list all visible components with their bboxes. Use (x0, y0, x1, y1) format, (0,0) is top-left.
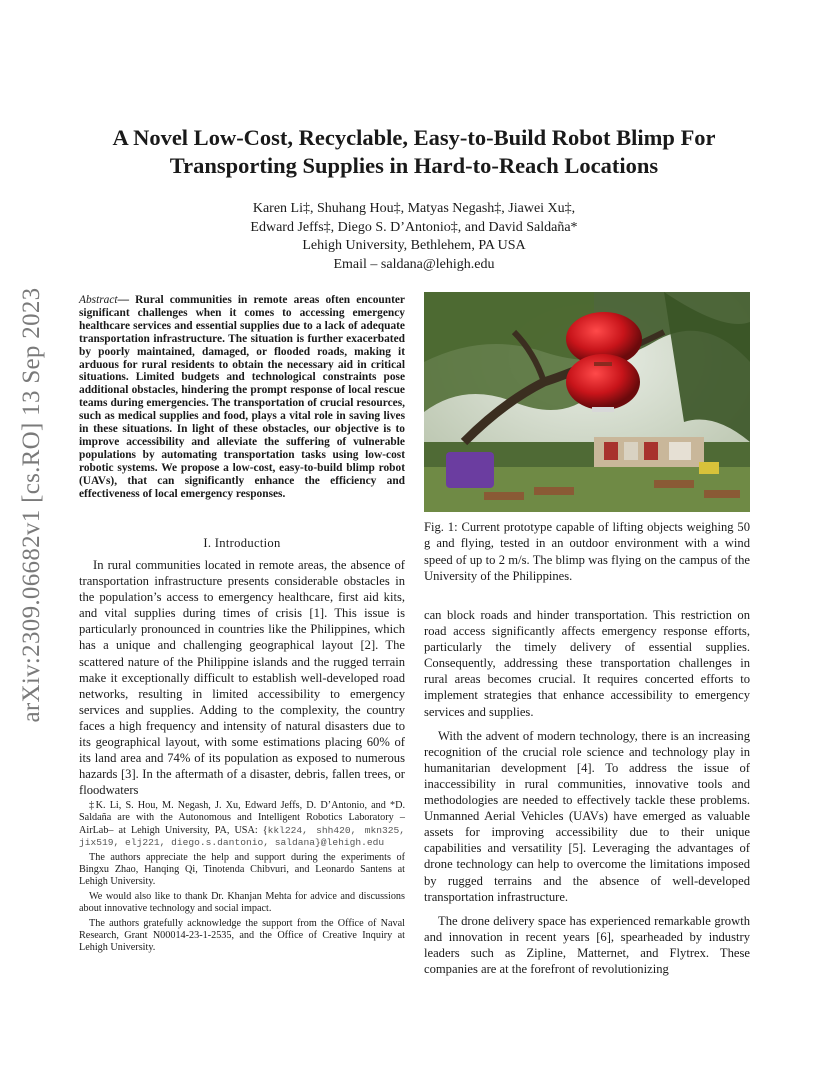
authors-line-2: Edward Jeffs‡, Diego S. D’Antonio‡, and David Saldaña* (250, 219, 578, 235)
arxiv-identifier: arXiv:2309.06682v1 [cs.RO] 13 Sep 2023 (18, 287, 45, 723)
abstract (79, 294, 405, 501)
footnote-affiliations (79, 800, 405, 850)
contact-email: Email – saldana@lehigh.edu (333, 256, 495, 272)
footnote-affiliations-text: ‡K. Li, S. Hou, M. Negash, J. Xu, Edward Jeffs, D. D’Antonio, and *D. Saldaña are with the Autonomous and Intelligent Robotics Laboratory –AirLab– at Lehigh University, PA, USA: { (79, 800, 405, 836)
figure-blimp-photo (424, 292, 750, 512)
abstract-text: — Rural communities in remote areas often encounter significant challenges when it comes to accessing emergency healthcare services and essential supplies due to a lack of adequate transportation infrastructure. The situation is further exacerbated by poorly maintained, damaged, or flooded roads, making it arduous for rural residents to obtain the necessary aid in critical situations. Limited budgets and technological constraints pose additional obstacles, hindering the prompt response of local rescue teams during emergencies. The transportation of crucial resources, such as medical supplies and food, plays a vital role in saving lives in these situations. In light of these obstacles, our objective is to improve accessibility and alleviate the suffering of vulnerable populations by automating transportation tasks using low-cost robotic systems. We propose a low-cost, easy-to-build blimp robot (UAVs), that can significantly enhance the efficiency and effectiveness of local emergency responses. (79, 294, 405, 500)
footnote-emails: kkl224, shh420, mkn325, jix519, elj221, diego.s.dantonio, saldana (79, 824, 405, 849)
right-paragraph-2: With the advent of modern technology, there is an increasing recognition of the crucial role science and technology play in humanitarian development [4]. To address the issue of inaccessibility in rural communities, innovative tools and methodologies are needed to effectively tackle these problems. Unmanned Aerial Vehicles (UAVs) have emerged as valuable assets for improving accessibility due to their unique capabilities and versatility [5]. Leveraging the advantages of drone technology can help to overcome the limitations imposed by rugged terrains and the absence of well-developed transportation infrastructure. (424, 728, 750, 904)
title-line-1: A Novel Low-Cost, Recyclable, Easy-to-Build Robot Blimp For (112, 125, 716, 150)
intro-paragraph: In rural communities located in remote areas, the absence of transportation infrastructure presents considerable obstacles in the population’s access to emergency healthcare, first aid kits, and vital supplies during times of crisis [1]. This issue is particularly pronounced in countries like the Philippines, which has a unique and challenging geographical layout [2]. The scattered nature of the Philippine islands and the rugged terrain make it exceptionally difficult to establish well-developed road networks, resulting in limited accessibility to emergency services and supplies. Adding to the complexity, the country faces a high frequency and intensity of natural disasters due to its geographical layout, with some estimations placing 60% of its land area and 74% of its population as exposed to numerous hazards [3]. In the aftermath of a disaster, debris, fallen trees, or floodwaters (79, 558, 405, 798)
title-line-2: Transporting Supplies in Hard-to-Reach Locations (169, 153, 659, 178)
section-heading: I. Introduction (203, 536, 281, 550)
figure-caption: Fig. 1: Current prototype capable of lifting objects weighing 50 g and flying, tested in an outdoor environment with a wind speed of up to 2 m/s. The blimp was flying on the campus of the University of the Philippines. (424, 520, 750, 583)
blimp-photo-illustration (424, 292, 750, 512)
footnote-acknowledgement-2: We would also like to thank Dr. Khanjan Mehta for advice and discussions about innovative technology and social impact. (79, 890, 405, 915)
footnote-acknowledgement-1: The authors appreciate the help and support during the experiments of Bingxu Zhao, Hanqing Qi, Tinotenda Chibvuri, and Leonardo Santens at Lehigh University. (79, 851, 405, 888)
author-block (130, 200, 698, 274)
affiliation: Lehigh University, Bethlehem, PA USA (302, 238, 526, 253)
abstract-label: Abstract (79, 294, 118, 306)
footnote-email-domain: }@lehigh.edu (315, 837, 385, 849)
right-paragraph-3: The drone delivery space has experienced remarkable growth and innovation in recent years [6], spearheaded by industry leaders such as Zipline, Matternet, and Flytrex. These companies are at the forefront of revolutionizing (424, 913, 750, 976)
authors-line-1: Karen Li‡, Shuhang Hou‡, Matyas Negash‡, Jiawei Xu‡, (252, 201, 576, 216)
right-paragraph-1: can block roads and hinder transportation. This restriction on road access significantly affects emergency response efforts, particularly the timely delivery of essential supplies. Consequently, addressing these transportation challenges in rural areas becomes crucial. It requires concerted efforts to implement strategies that enhance accessibility to emergency services and supplies. (424, 608, 750, 719)
right-column-text (424, 607, 750, 985)
footnote-funding: The authors gratefully acknowledge the support from the Office of Naval Research, Grant N00014-23-1-2535, and the Office of Creative Inquiry at Lehigh University. (79, 917, 405, 954)
paper-title (80, 124, 748, 180)
arxiv-sidebar (14, 245, 50, 765)
footnotes (79, 800, 405, 957)
